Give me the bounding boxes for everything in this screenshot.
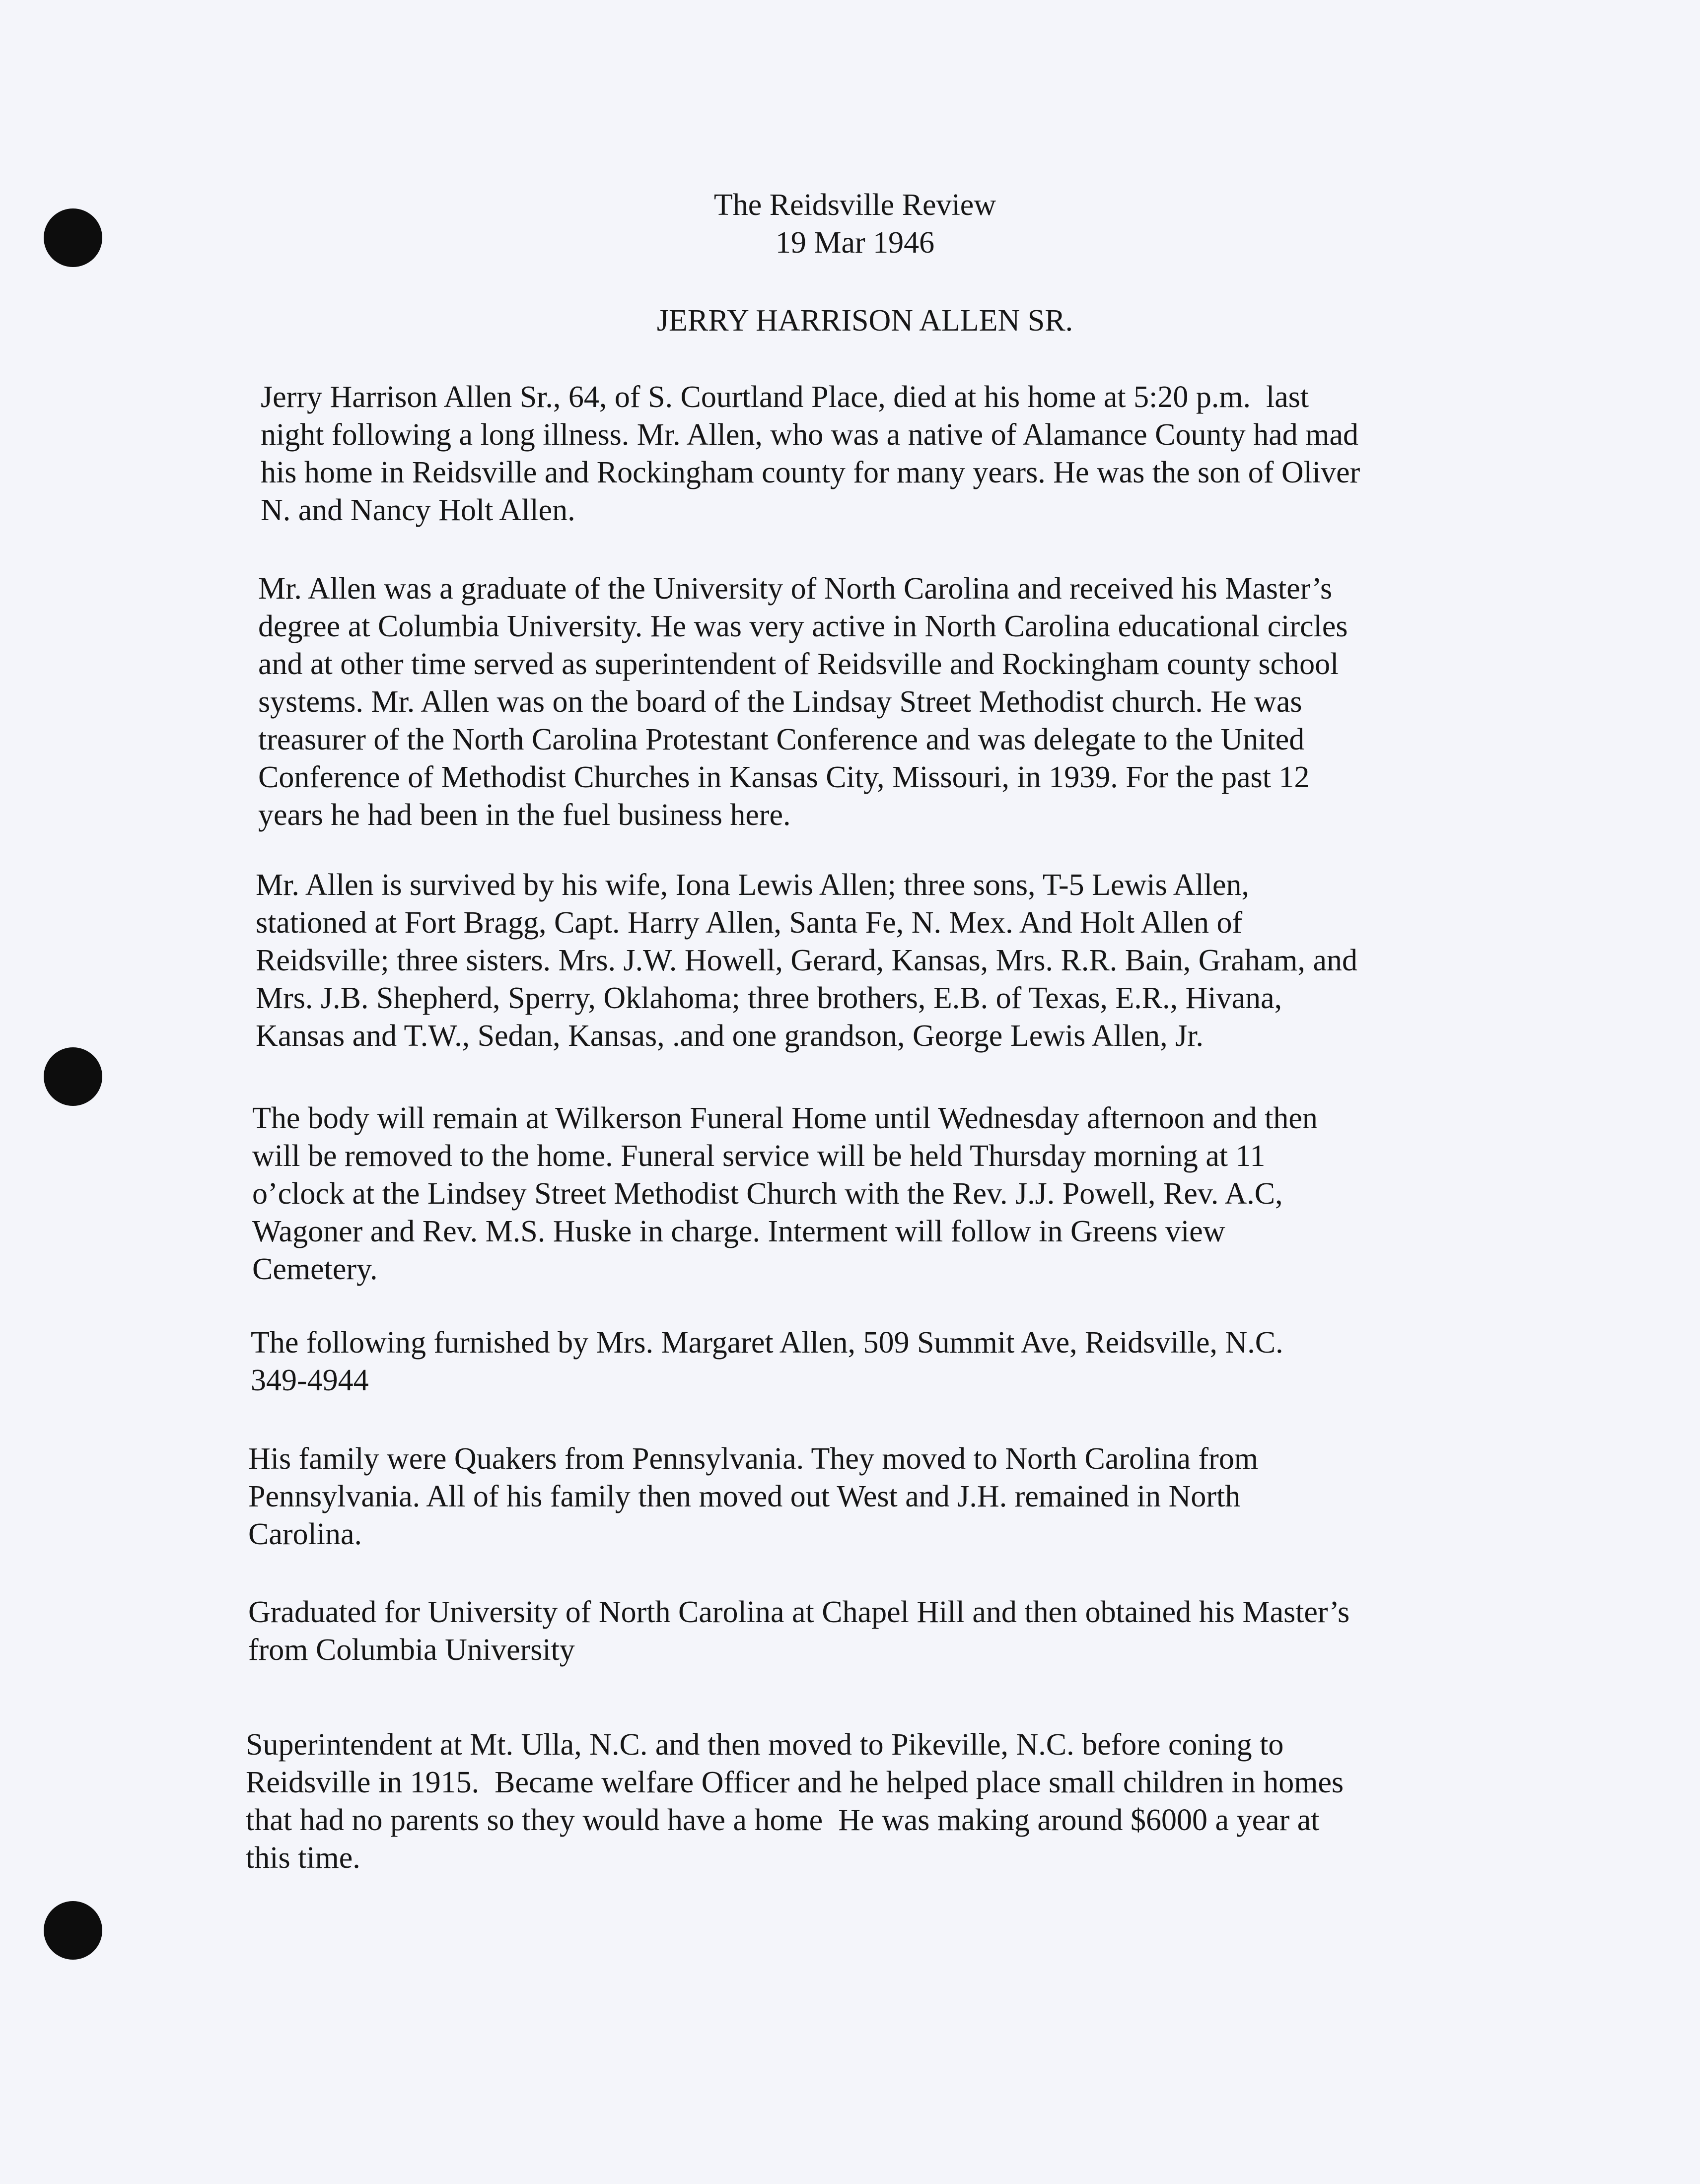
paragraph-contributor-note: The following furnished by Mrs. Margaret Allen, 509 Summit Ave, Reidsville, N.C. 349-4944 bbox=[251, 1326, 1283, 1397]
obituary-headline: JERRY HARRISON ALLEN SR. bbox=[656, 304, 1073, 338]
paragraph-survivors: Mr. Allen is survived by his wife, Iona Lewis Allen; three sons, T-5 Lewis Allen, stationed at Fort Bragg, Capt. Harry Allen, Santa Fe, N. Mex. And Holt Allen of Reidsville; three sisters. Mrs. J.W. Howell, Gerard, Kansas, Mrs. R.R. Bain, Graham, and Mrs. J.B. Shepherd, Sperry, Oklahoma; three brothers, E.B. of Texas, E.R., Hivana, Kansas and T.W., Sedan, Kansas, .and one grandson, George Lewis Allen, Jr. bbox=[256, 868, 1358, 1053]
paragraph-funeral-arrangements: The body will remain at Wilkerson Funeral Home until Wednesday afternoon and then will be removed to the home. Funeral service will be held Thursday morning at 11 o’clock at the Lindsey Street Methodist Church with the Rev. J.J. Powell, Rev. A.C, Wagoner and Rev. M.S. Huske in charge. Interment will follow in Greens view Cemetery. bbox=[252, 1101, 1318, 1286]
paragraph-later-career: Superintendent at Mt. Ulla, N.C. and then moved to Pikeville, N.C. before coning to Reidsville in 1915. Became welfare Officer and he helped place small children in homes that had no parents so they would have a home He was making around $6000 a year at this time. bbox=[246, 1728, 1344, 1875]
publication-date: 19 Mar 1946 bbox=[775, 226, 935, 260]
punch-hole-bottom bbox=[44, 1901, 102, 1960]
paragraph-death-notice: Jerry Harrison Allen Sr., 64, of S. Courtland Place, died at his home at 5:20 p.m. last night following a long illness. Mr. Allen, who was a native of Alamance County had mad his home in Reidsville and Rockingham county for many years. He was the son of Oliver N. and Nancy Holt Allen. bbox=[261, 380, 1360, 527]
newspaper-name: The Reidsville Review bbox=[713, 188, 996, 222]
punch-hole-middle bbox=[44, 1047, 102, 1106]
paragraph-family-history: His family were Quakers from Pennsylvania. They moved to North Carolina from Pennsylvania. All of his family then moved out West and J.H. remained in North Carolina. bbox=[248, 1442, 1259, 1551]
paragraph-career: Mr. Allen was a graduate of the University of North Carolina and received his Master’s degree at Columbia University. He was very active in North Carolina educational circles and at other time served as superintendent of Reidsville and Rockingham county school systems. Mr. Allen was on the board of the Lindsay Street Methodist church. He was treasurer of the North Carolina Protestant Conference and was delegate to the United Conference of Methodist Churches in Kansas City, Missouri, in 1939. For the past 12 years he had been in the fuel business here. bbox=[258, 572, 1348, 832]
paragraph-education: Graduated for University of North Carolina at Chapel Hill and then obtained his Master’s from Columbia University bbox=[248, 1595, 1350, 1667]
